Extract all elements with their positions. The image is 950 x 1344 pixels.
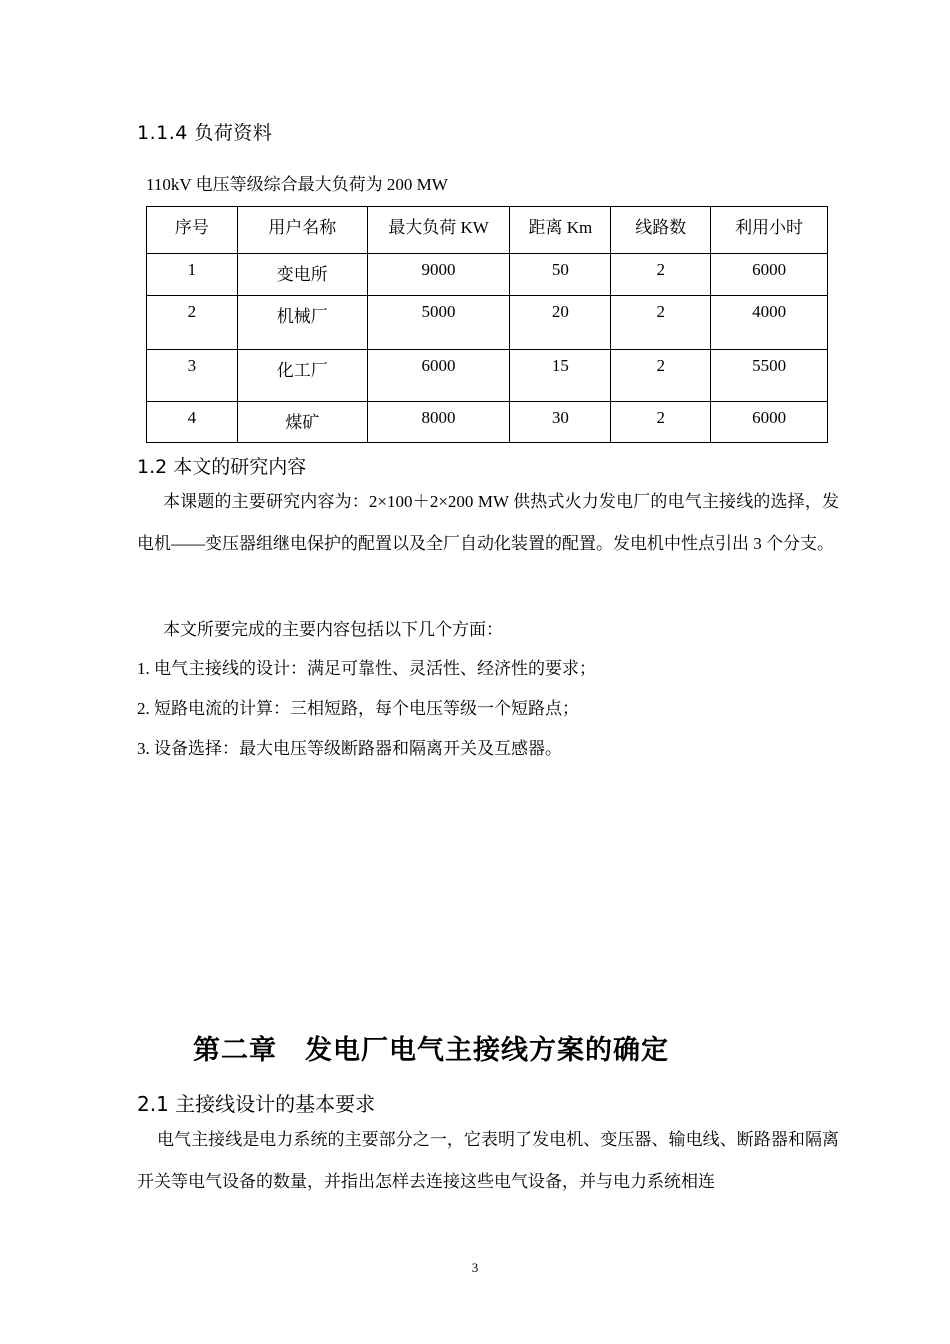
table-cell: 30 [510, 402, 611, 443]
table-cell: 2 [611, 402, 711, 443]
table-cell: 6000 [711, 254, 828, 296]
table-cell: 20 [510, 296, 611, 350]
table-header-cell: 最大负荷 KW [367, 207, 510, 254]
section-heading-1-2: 1.2 本文的研究内容 [137, 456, 307, 478]
list-item: 2. 短路电流的计算：三相短路，每个电压等级一个短路点； [137, 699, 579, 718]
table-row [147, 402, 828, 443]
table-row [147, 296, 828, 350]
table-header-cell: 用户名称 [237, 207, 367, 254]
table-caption: 110kV 电压等级综合最大负荷为 200 MW [146, 175, 448, 194]
table-cell: 1 [147, 254, 238, 296]
main-wiring-paragraph: 电气主接线是电力系统的主要部分之一，它表明了发电机、变压器、输电线、断路器和隔离开关等电气设备的数量，并指出怎样去连接这些电气设备，并与电力系统相连 [137, 1130, 839, 1191]
table-cell: 9000 [367, 254, 510, 296]
section-heading-1-1-4: 1.1.4 负荷资料 [137, 122, 273, 144]
content-list [137, 654, 596, 774]
table-cell: 15 [510, 350, 611, 402]
table-cell: 4000 [711, 296, 828, 350]
table-cell: 6000 [711, 402, 828, 443]
table-cell: 变电所 [237, 254, 367, 296]
page-number: 3 [471, 1260, 479, 1275]
table-cell: 2 [611, 254, 711, 296]
table-cell: 5000 [367, 296, 510, 350]
table-cell: 5500 [711, 350, 828, 402]
research-content-paragraph: 本课题的主要研究内容为：2×100＋2×200 MW 供热式火力发电厂的电气主接线的选择，发电机——变压器组继电保护的配置以及全厂自动化装置的配置。发电机中性点引出 3 个分支。 [137, 492, 839, 553]
section-heading-2-1: 2.1 主接线设计的基本要求 [137, 1092, 376, 1116]
chapter-title: 第二章 发电厂电气主接线方案的确定 [193, 1035, 669, 1066]
table-cell: 50 [510, 254, 611, 296]
table-cell: 8000 [367, 402, 510, 443]
table-header-row [147, 207, 828, 254]
table-row [147, 254, 828, 296]
table-cell: 2 [611, 296, 711, 350]
table-cell: 4 [147, 402, 238, 443]
table-cell: 煤矿 [237, 402, 367, 443]
table-header-cell: 线路数 [611, 207, 711, 254]
table-cell: 2 [147, 296, 238, 350]
table-cell: 6000 [367, 350, 510, 402]
table-header-cell: 利用小时 [711, 207, 828, 254]
table-row [147, 350, 828, 402]
load-table [146, 206, 828, 443]
table-header-cell: 距离 Km [510, 207, 611, 254]
table-header-cell: 序号 [147, 207, 238, 254]
list-item: 1. 电气主接线的设计：满足可靠性、灵活性、经济性的要求； [137, 659, 596, 678]
list-item: 3. 设备选择：最大电压等级断路器和隔离开关及互感器。 [137, 739, 562, 758]
table-cell: 机械厂 [237, 296, 367, 350]
content-intro-paragraph: 本文所要完成的主要内容包括以下几个方面： [163, 620, 503, 639]
table-cell: 3 [147, 350, 238, 402]
table-cell: 2 [611, 350, 711, 402]
table-cell: 化工厂 [237, 350, 367, 402]
